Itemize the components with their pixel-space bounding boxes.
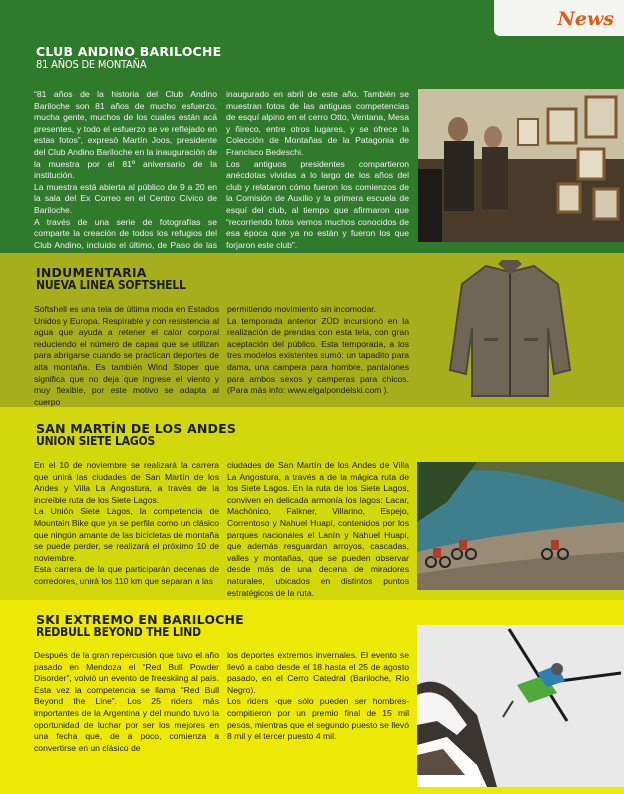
mountain-bike-photo	[417, 462, 624, 590]
paragraph: En el 10 de noviembre se realizará la carrera que unirá las ciudades de San Martín de los Andes y Villa La Angostura, a través de la increíble ruta de los Siete Lagos.	[34, 460, 219, 505]
article-title: CLUB ANDINO BARILOCHE	[36, 44, 222, 59]
paragraph: “81 años de la historia del Club Andino Bariloche son 81 años de mucho esfuerzo, mucha gente, muchos de los cuales están acá presentes, y todo el esfuerzo se ve reflejado en estas fotos”, expresó Martín Joos, presidente del Club Andino Bariloche en la inauguración de la muestra por el 81º aniversario de la institución.	[34, 89, 217, 181]
article-col-2	[226, 89, 409, 251]
article-subtitle: 81 AÑOS DE MONTAÑA	[36, 58, 147, 71]
paragraph: Después de la gran repercusión que tuvo el año pasado en Mendoza el “Red Bull Powder Disorder”, volvió un evento de freeskiing al país. Esta vez la competencia se llama “Red Bull Beyond the Line”. Los 25 riders más importantes de la Argentina y del mundo tuvo la oportunidad de luchar por ser los mejores en una fecha que, de a poco, comienza a convertirse en un clásico de	[34, 650, 219, 753]
article-title: SAN MARTÍN DE LOS ANDES	[36, 421, 237, 436]
article-col-1	[34, 89, 217, 263]
article-ski-extremo	[0, 600, 624, 794]
paragraph: Los antiguos presidentes compartieron anécdotas vividas a lo largo de los años del club y relataron cómo fueron los comienzos de la Comisión de Auxilio y la primera escuela de esquí del club, al tiempo que afirmaron que “recorriendo fotos vemos muchos conocidos de esa época que ya no están y fueron los que forjaron este club”.	[226, 158, 409, 250]
paragraph: permitiendo movimiento sin incomodar.	[227, 304, 377, 314]
article-title: SKI EXTREMO EN BARILOCHE	[36, 612, 244, 627]
paragraph: A través de una serie de fotografías se comparte la creación de todos los refugios del Club Andino, incluido el último, de Paso de las	[34, 216, 217, 250]
article-club-andino	[0, 0, 624, 253]
paragraph: La Unión Siete Lagos, la competencia de Mountain Bike que ya se perfila como un clásico que ningún amante de las bicicletas de montaña se puede perder, se realizará el próximo 10 de noviembre.	[34, 506, 219, 563]
article-subtitle: NUEVA LINEA SOFTSHELL	[36, 278, 186, 292]
article-san-martin	[0, 407, 624, 600]
paragraph: Los riders -que sólo pueden ser hombres- compitieron por un premio final de 15 mil pesos, mientras que el segundo puesto se llevó 8 mil y el tercer puesto 4 mil.	[227, 696, 409, 742]
softshell-jacket-photo	[448, 258, 572, 404]
news-tab	[494, 0, 624, 36]
ski-jump-photo	[417, 625, 624, 787]
paragraph: inaugurado en abril de este año. También se muestran fotos de las antiguas competencias de esquí alpino en el cerro Otto, Ventana, Mesa y ñireco, entre otros lugares, y se ofrece la Colección de Montañas de la Patagonia de Francisco Bedeschi.	[226, 89, 409, 157]
paragraph: Esta carrera de la que participarán decenas de corredores, unirá los 110 km que separan a las	[34, 564, 219, 586]
paragraph: los deportes extremos invernales. El evento se llevó a cabo desde el 18 hasta el 25 de agosto pasado, en el Cerro Catedral (Bariloche, Río Negro).	[227, 650, 409, 695]
article-col-2	[227, 650, 409, 743]
article-indumentaria	[0, 253, 624, 407]
article-subtitle: REDBULL BEYOND THE LIND	[36, 625, 201, 639]
article-col-2	[227, 460, 409, 599]
article-subtitle: UNION SIETE LAGOS	[36, 434, 156, 448]
paragraph: Softshell es una tela de última moda en Estados Unidos y Europa. Respirable y con resistencia al agua que ayuda a retener el calor corporal reduciendo el número de capas que se utilizan para abrigarse cuando se practican deportes de alta montaña. Es también Wind Stoper que significa que no deja que ingrese el viento y muy flexible, por este motivo se adapta al cuerpo	[34, 304, 219, 407]
paragraph: ciudades de San Martín de los Andes de Villa La Angostura, a través a de la mágica ruta de los Siete Lagos. En la ruta de los Siete Lagos, conviven en delicada armonía los lagos: Lacar, Machónico, Falkner, Villarino, Espejo, Correntoso y Nahuel Huapi, contenidos por los parques nacionales el Lanín y Nahuel Huapi, que además resguardan arroyos, cascadas, valles y montañas, que se pueden observar desde más de una decena de miradores naturales, ubicados en distintos puntos estratégicos de la ruta.	[227, 460, 409, 598]
article-col-1	[34, 460, 219, 588]
paragraph: La temporada anterior ZÜD incursionó en la realización de prendas con esta tela, con gran aceptación del público. Esta temporada, a los tres modelos existentes sumó: un tapadito para dama, una campera para hombre, pantalones para ambos sexos y camperas para chicos. (Para más info: www.elgalpondelski.com ).	[227, 315, 409, 396]
article-col-1	[34, 304, 219, 408]
article-title: INDUMENTARIA	[36, 265, 147, 280]
exhibition-photo	[418, 89, 624, 242]
news-label: News	[557, 8, 614, 30]
paragraph: La muestra está abierta al público de 9 a 20 en la sala del Ex Correo en el Centro Cívico de Bariloche.	[34, 181, 217, 215]
article-col-1	[34, 650, 219, 754]
article-col-2	[227, 304, 409, 397]
